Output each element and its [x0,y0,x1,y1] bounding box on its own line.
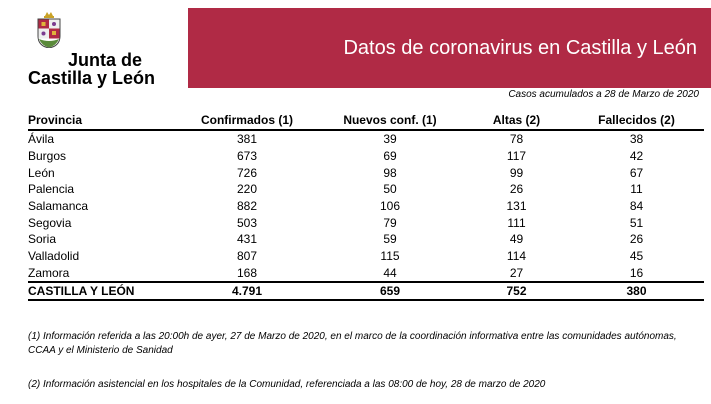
logo-text-line2: Castilla y León [28,68,156,88]
cell-fallecidos: 51 [629,215,644,230]
total-fallecidos: 380 [626,284,647,299]
footnote-2: (2) Información asistencial en los hospitales de la Comunidad, referenciada a las 08:00 de hoy, 28 de marzo de 2020 [28,379,546,390]
cell-altas: 131 [506,199,527,214]
cell-fallecidos: 38 [629,132,644,147]
cell-provincia: Valladolid [28,249,80,264]
header-provincia: Provincia [28,112,83,127]
cell-fallecidos: 42 [629,149,644,164]
total-nuevos: 659 [379,284,401,299]
cell-provincia: Segovia [28,215,72,230]
page-title: Datos de coronavirus en Castilla y León [343,37,697,59]
table-row [28,231,704,248]
cell-nuevos: 50 [383,182,397,197]
cell-confirmados: 882 [236,199,258,214]
total-confirmados: 4.791 [231,284,263,299]
cell-confirmados: 431 [236,232,258,247]
cell-nuevos: 115 [380,249,400,264]
cell-nuevos: 59 [383,232,397,247]
cell-altas: 114 [506,249,527,264]
cell-altas: 78 [509,132,524,147]
cell-provincia: Salamanca [28,199,89,214]
cell-provincia: Soria [28,232,57,247]
logo-text-line1: Junta de [68,50,143,70]
table-row [28,181,704,198]
cell-fallecidos: 11 [630,182,643,197]
table-row [28,198,704,215]
cell-provincia: Burgos [28,149,67,164]
cell-altas: 99 [509,165,524,180]
cell-nuevos: 98 [383,165,397,180]
junta-logo [28,8,158,88]
cell-confirmados: 503 [236,215,258,230]
table-header-row [28,110,704,130]
cell-nuevos: 106 [379,199,401,214]
cell-altas: 117 [506,149,527,164]
date-subtitle: Casos acumulados a 28 de Marzo de 2020 [508,89,699,100]
cell-nuevos: 44 [383,265,397,280]
cell-fallecidos: 84 [629,199,644,214]
cell-confirmados: 726 [236,165,258,180]
table-row [28,214,704,231]
cell-nuevos: 39 [383,132,397,147]
cell-confirmados: 807 [236,249,258,264]
cell-provincia: Zamora [28,265,70,280]
table-row [28,164,704,181]
cell-confirmados: 673 [236,149,258,164]
cell-provincia: León [28,165,55,180]
coat-of-arms-icon [36,12,62,48]
cell-nuevos: 79 [383,215,397,230]
cell-fallecidos: 45 [629,249,644,264]
cell-provincia: Palencia [28,182,75,197]
cell-confirmados: 168 [236,265,258,280]
header-altas: Altas (2) [492,112,541,127]
table-row [28,248,704,265]
cell-nuevos: 69 [383,149,397,164]
cell-altas: 111 [507,215,526,230]
header-nuevos: Nuevos conf. (1) [343,112,437,127]
cell-altas: 49 [509,232,524,247]
cell-provincia: Ávila [28,132,55,147]
table-total-row [28,282,704,300]
cell-altas: 26 [509,182,524,197]
cell-altas: 27 [509,265,524,280]
total-altas: 752 [506,284,527,299]
coronavirus-data-table [28,110,704,301]
table-row [28,265,704,283]
footnote-1: (1) Información referida a las 20:00h de ayer, 27 de Marzo de 2020, en el marco de la coordinación informativa entre las comunidades autónomas, CCAA y el Ministerio de Sanidad [28,331,677,356]
title-banner [188,8,711,88]
cell-fallecidos: 67 [629,165,644,180]
cell-confirmados: 381 [236,132,258,147]
header-fallecidos: Fallecidos (2) [598,112,675,127]
table-row [28,148,704,165]
total-label: CASTILLA Y LEÓN [28,284,135,299]
cell-fallecidos: 16 [629,265,644,280]
header-confirmados: Confirmados (1) [200,112,293,127]
cell-confirmados: 220 [236,182,258,197]
cell-fallecidos: 26 [629,232,644,247]
table-row [28,130,704,148]
